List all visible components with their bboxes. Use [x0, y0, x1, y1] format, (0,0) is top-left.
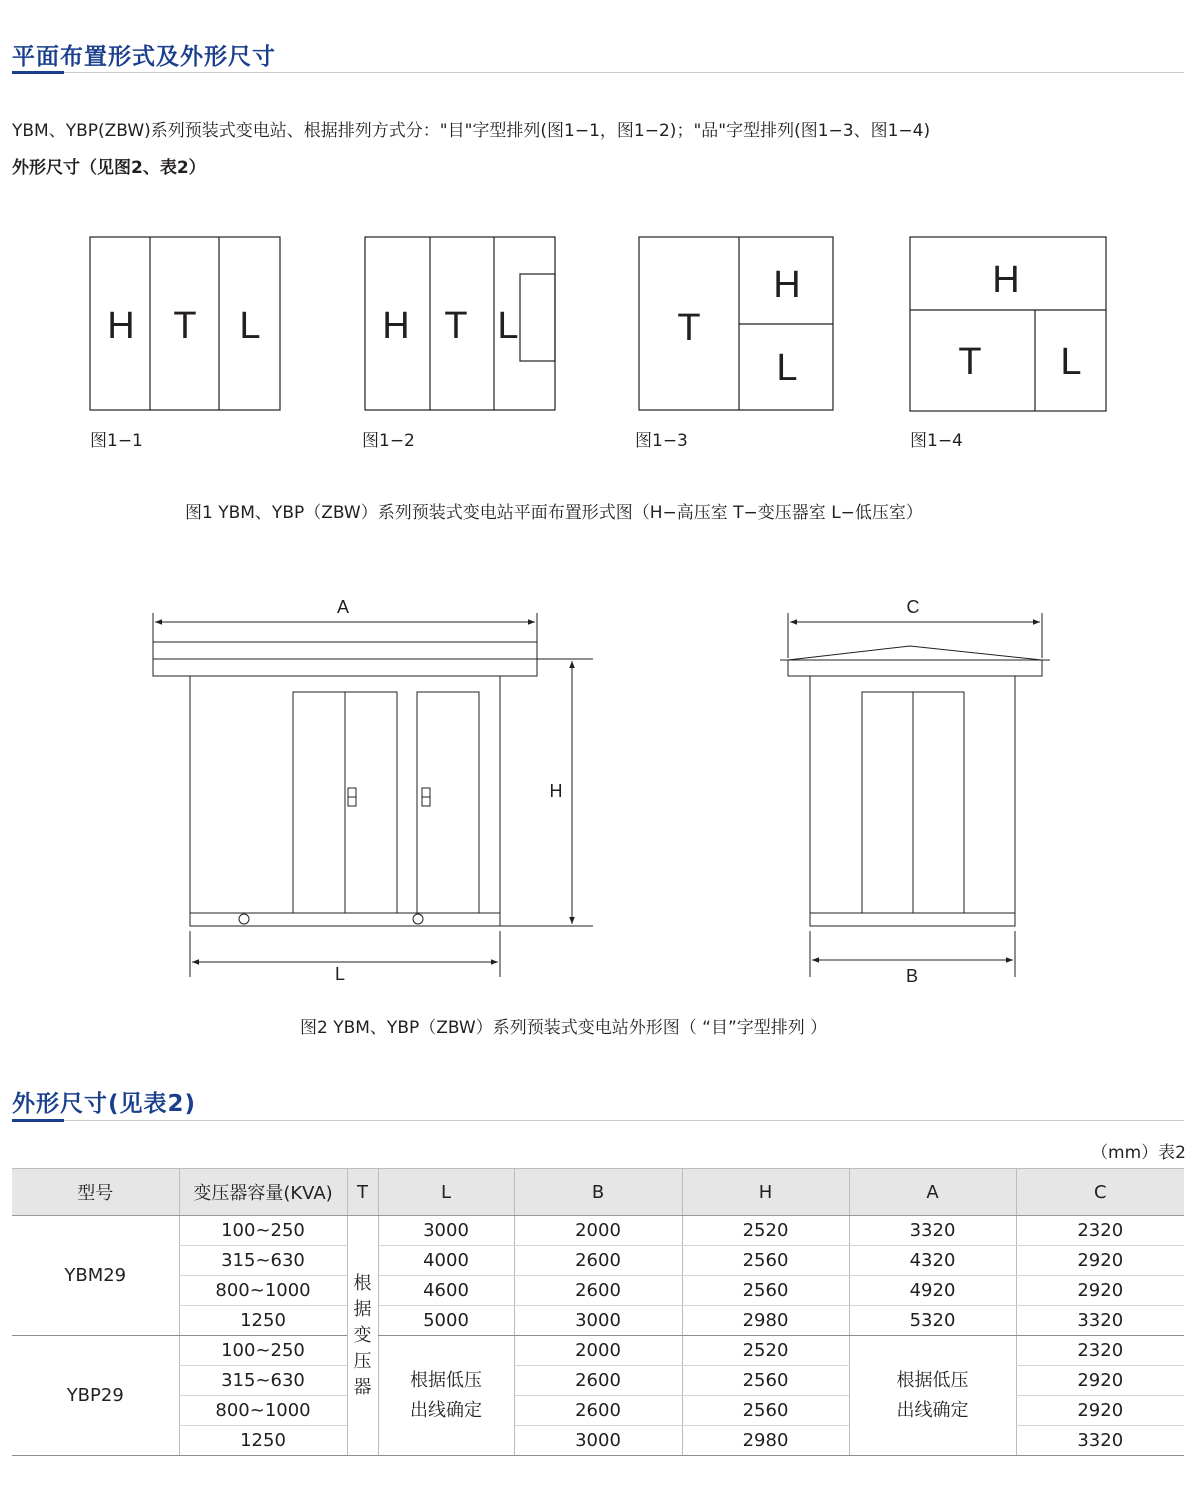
b-cell: 3000 — [514, 1306, 682, 1336]
diagram-1-4-label: 图1−4 — [910, 431, 963, 451]
c-cell: 3320 — [1016, 1426, 1184, 1456]
table-row — [12, 1306, 1184, 1336]
l-note-line: 根据低压 — [410, 1369, 482, 1391]
section-title-layout: 平面布置形式及外形尺寸 — [12, 44, 276, 70]
h-cell: 2980 — [682, 1306, 849, 1336]
t-note-char: 压 — [353, 1350, 372, 1372]
diagram-1-2-low-voltage-cabinet — [520, 274, 555, 361]
capacity-cell: 315~630 — [179, 1366, 347, 1396]
elevation-drawings — [0, 580, 1200, 1000]
header-c: C — [1016, 1169, 1184, 1216]
diagram-1-2-h: H — [382, 305, 410, 347]
a-cell: 4320 — [849, 1246, 1016, 1276]
h-cell: 2560 — [682, 1246, 849, 1276]
capacity-cell: 800~1000 — [179, 1276, 347, 1306]
b-cell: 2600 — [514, 1366, 682, 1396]
table-row — [12, 1246, 1184, 1276]
header-t: T — [347, 1169, 378, 1216]
intro-dimensions-note: 外形尺寸（见图2、表2） — [12, 158, 206, 178]
diagram-1-1-h: H — [107, 305, 135, 347]
model-cell: YBP29 — [12, 1336, 179, 1456]
b-cell: 2000 — [514, 1216, 682, 1246]
c-cell: 2920 — [1016, 1396, 1184, 1426]
table-unit-note: （mm）表2 — [1091, 1143, 1186, 1163]
table-header-row — [12, 1169, 1184, 1216]
diagram-1-3-h: H — [773, 264, 801, 306]
figure-1-caption: 图1 YBM、YBP（ZBW）系列预装式变电站平面布置形式图（H−高压室 T−变压器室 L−低压室） — [185, 503, 923, 523]
table-row — [12, 1216, 1184, 1246]
a-cell: 3320 — [849, 1216, 1016, 1246]
front-view — [153, 613, 593, 977]
c-cell: 2920 — [1016, 1276, 1184, 1306]
t-note-char: 器 — [353, 1376, 372, 1398]
layout-diagrams — [0, 0, 1200, 470]
b-cell: 2600 — [514, 1246, 682, 1276]
h-cell: 2560 — [682, 1276, 849, 1306]
side-view — [780, 613, 1050, 977]
c-cell: 2320 — [1016, 1336, 1184, 1366]
dimension-b-label: B — [905, 966, 919, 986]
diagram-1-1-t: T — [173, 305, 197, 347]
b-cell: 2600 — [514, 1396, 682, 1426]
table-row — [12, 1276, 1184, 1306]
h-cell: 2560 — [682, 1396, 849, 1426]
b-cell: 3000 — [514, 1426, 682, 1456]
diagram-1-2-t: T — [444, 305, 468, 347]
diagram-1-3-l: L — [776, 347, 798, 389]
a-note-line: 根据低压 — [896, 1369, 969, 1391]
h-cell: 2560 — [682, 1366, 849, 1396]
figure-2-caption: 图2 YBM、YBP（ZBW）系列预装式变电站外形图（ “目”字型排列 ） — [300, 1018, 828, 1038]
intro-text: YBM、YBP(ZBW)系列预装式变电站、根据排列方式分："目"字型排列(图1−1，图1−2)；"品"字型排列(图1−3、图1−4) — [12, 121, 931, 141]
diagram-1-3-t: T — [677, 307, 701, 349]
diagram-1-2-l: L — [497, 305, 519, 347]
section-divider-accent — [12, 1119, 64, 1122]
c-cell: 2920 — [1016, 1246, 1184, 1276]
b-cell: 2000 — [514, 1336, 682, 1366]
header-b: B — [514, 1169, 682, 1216]
h-cell: 2520 — [682, 1336, 849, 1366]
b-cell: 2600 — [514, 1276, 682, 1306]
capacity-cell: 1250 — [179, 1306, 347, 1336]
diagram-1-3-label: 图1−3 — [635, 431, 688, 451]
diagram-1-1-label: 图1−1 — [90, 431, 143, 451]
section-title-dimensions: 外形尺寸(见表2) — [12, 1091, 197, 1117]
dimension-l-label: L — [334, 964, 346, 984]
t-note-char: 据 — [353, 1298, 372, 1320]
l-cell: 3000 — [378, 1216, 514, 1246]
l-cell: 5000 — [378, 1306, 514, 1336]
l-cell: 4600 — [378, 1276, 514, 1306]
model-cell: YBM29 — [12, 1216, 179, 1336]
h-cell: 2980 — [682, 1426, 849, 1456]
a-cell: 4920 — [849, 1276, 1016, 1306]
diagram-1-4-l: L — [1060, 341, 1082, 383]
c-cell: 3320 — [1016, 1306, 1184, 1336]
capacity-cell: 100~250 — [179, 1336, 347, 1366]
dimension-a-label: A — [336, 597, 350, 617]
c-cell: 2320 — [1016, 1216, 1184, 1246]
t-note-char: 根 — [353, 1272, 372, 1294]
header-a: A — [849, 1169, 1016, 1216]
diagram-1-2-label: 图1−2 — [362, 431, 415, 451]
a-cell: 5320 — [849, 1306, 1016, 1336]
capacity-cell: 1250 — [179, 1426, 347, 1456]
dimensions-table — [12, 1168, 1184, 1456]
capacity-cell: 800~1000 — [179, 1396, 347, 1426]
t-note-char: 变 — [353, 1324, 372, 1346]
table-row — [12, 1336, 1184, 1366]
diagram-1-4-t: T — [958, 341, 982, 383]
dimension-c-label: C — [906, 597, 920, 617]
header-capacity: 变压器容量(KVA) — [179, 1169, 347, 1216]
diagram-1-4-h: H — [992, 259, 1020, 301]
l-note-line: 出线确定 — [410, 1399, 482, 1421]
h-cell: 2520 — [682, 1216, 849, 1246]
header-model: 型号 — [12, 1169, 179, 1216]
a-note-line: 出线确定 — [896, 1399, 969, 1421]
capacity-cell: 315~630 — [179, 1246, 347, 1276]
l-cell: 4000 — [378, 1246, 514, 1276]
t-note-cell — [347, 1216, 378, 1456]
l-note-cell — [378, 1336, 514, 1456]
header-h: H — [682, 1169, 849, 1216]
dimension-h-label: H — [549, 781, 563, 801]
capacity-cell: 100~250 — [179, 1216, 347, 1246]
header-l: L — [378, 1169, 514, 1216]
a-note-cell — [849, 1336, 1016, 1456]
diagram-1-1-l: L — [239, 305, 261, 347]
c-cell: 2920 — [1016, 1366, 1184, 1396]
section-divider — [12, 1120, 1184, 1121]
